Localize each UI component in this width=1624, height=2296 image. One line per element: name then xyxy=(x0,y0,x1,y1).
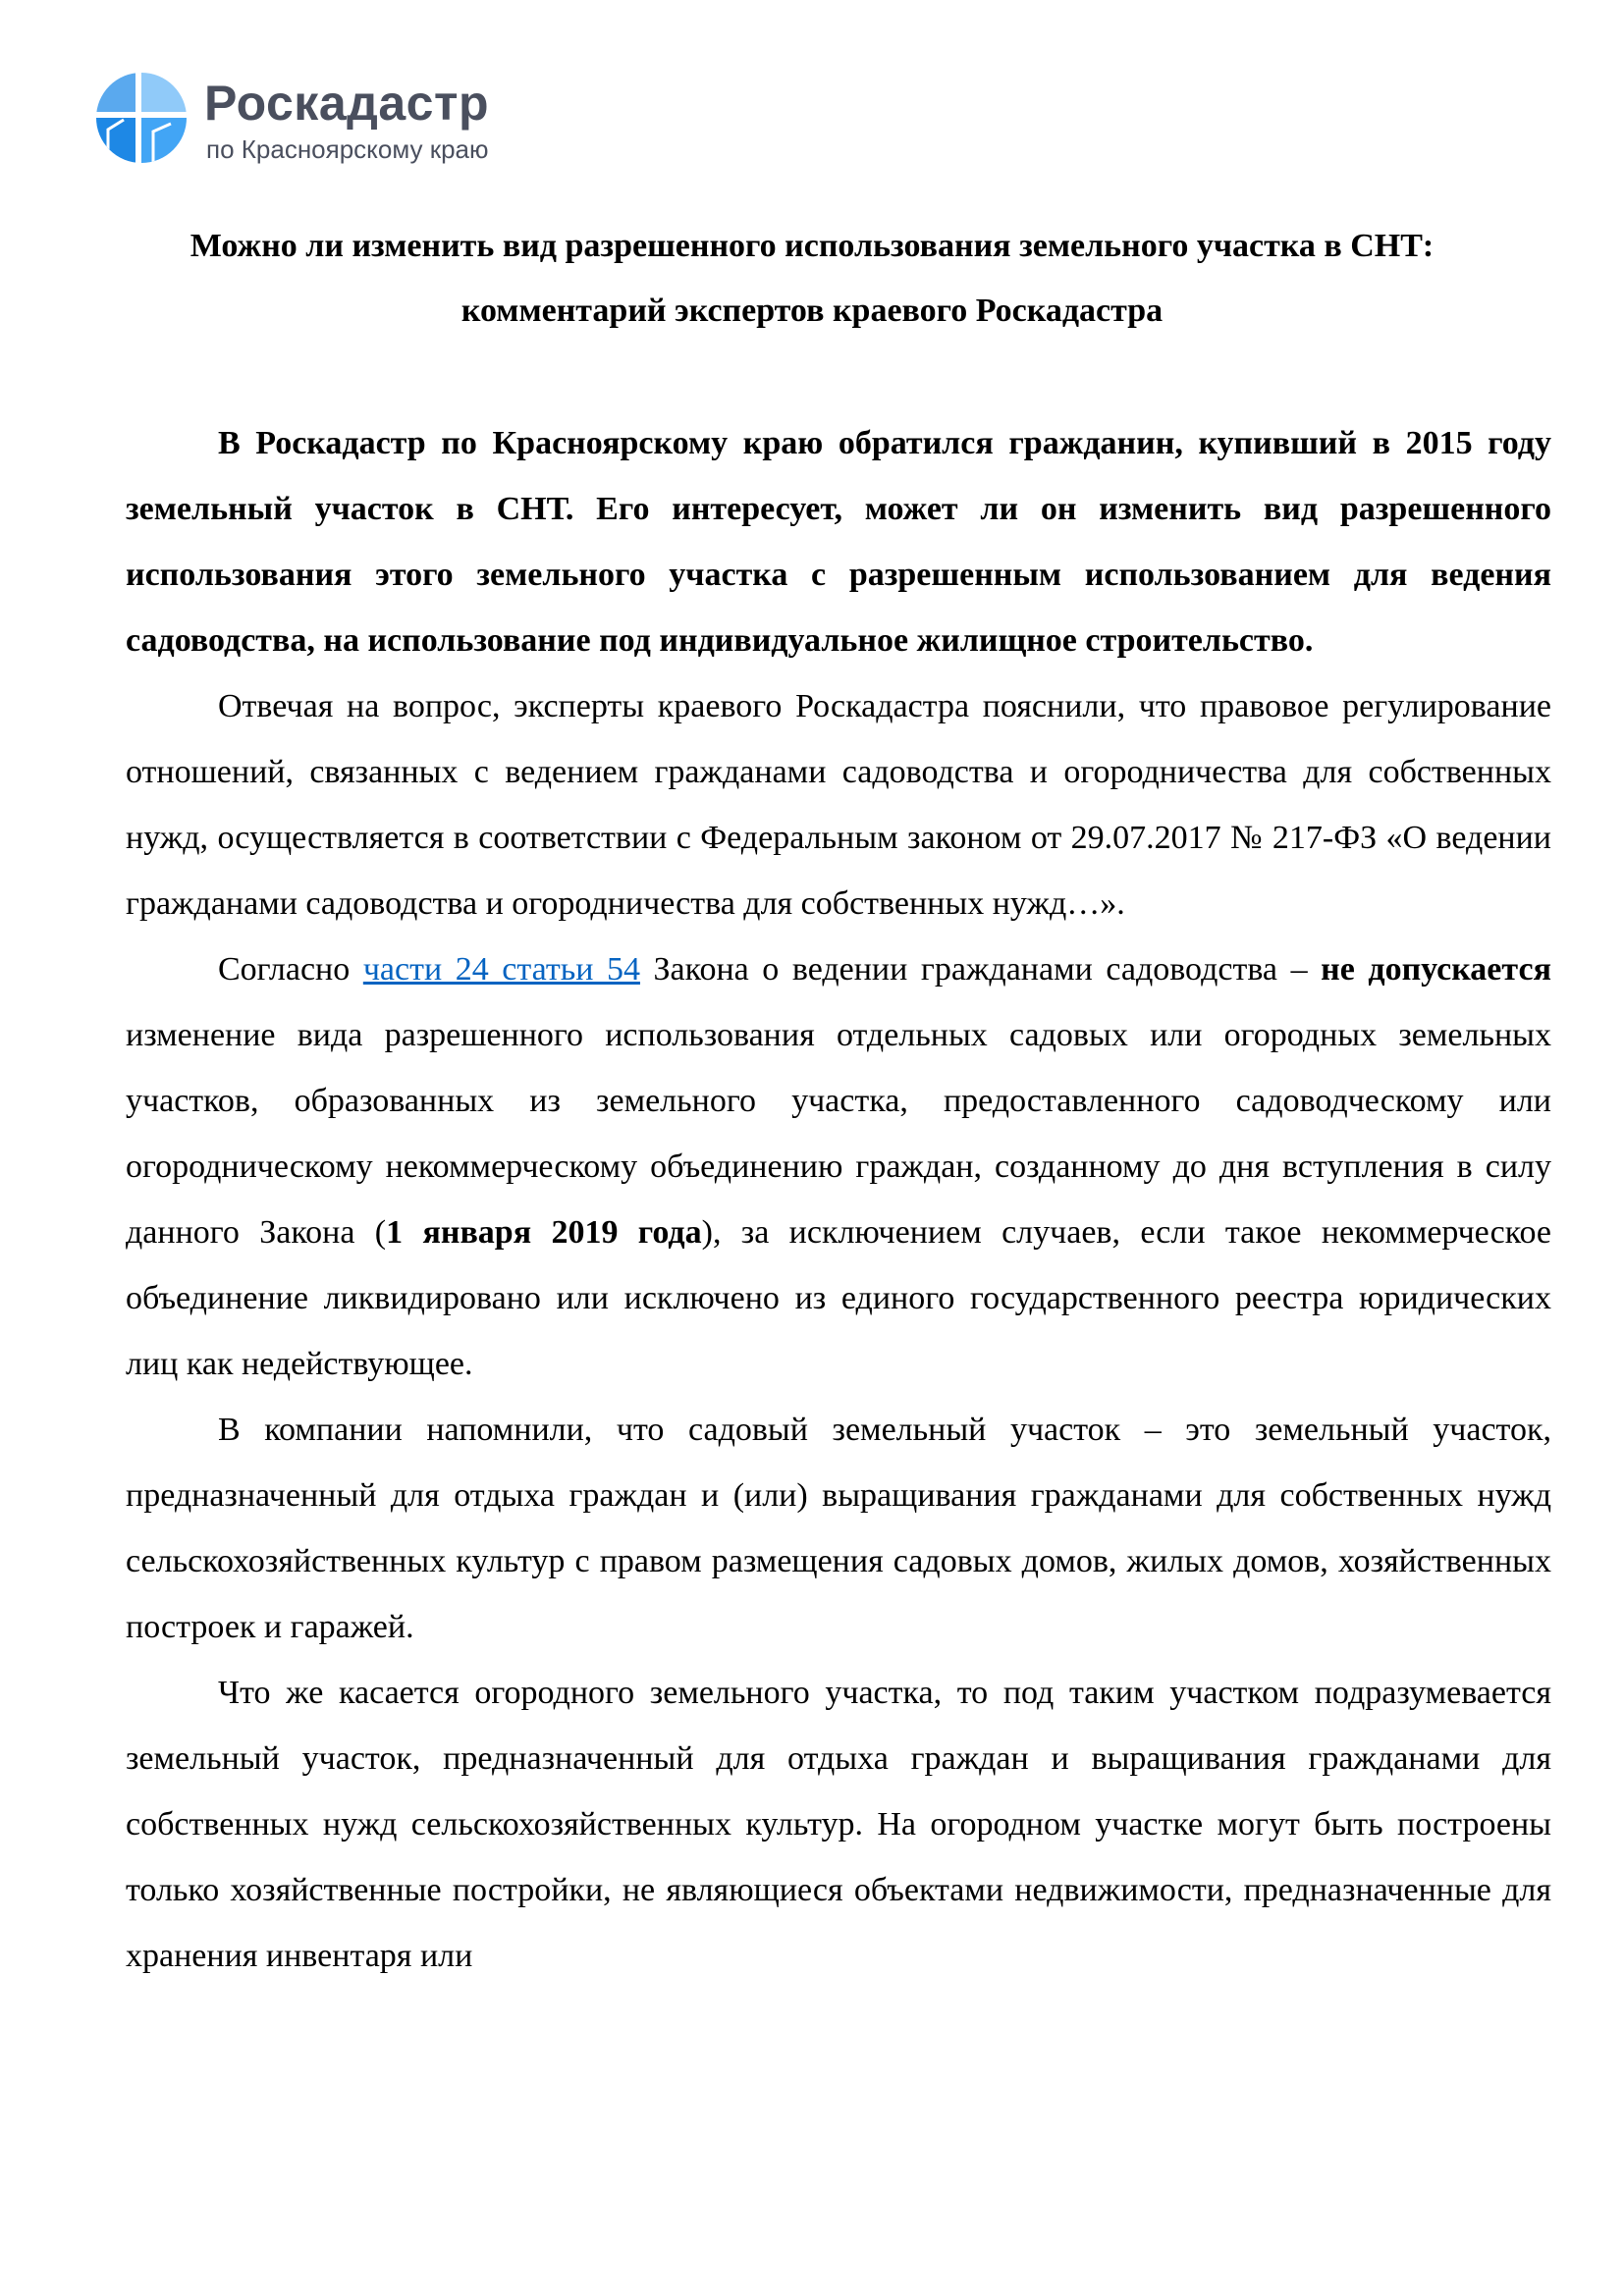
document-title xyxy=(118,214,1506,344)
paragraph-2-bold-1: не допускается xyxy=(1321,951,1551,988)
paragraph-2-text-3: изменение вида разрешенного использования отдельных садовых или огородных земельных участков, образованных из земельного участка, предоставленного садоводческому или огородническому некоммерческому объединению граждан, созданному до дня вступления в силу данного Закона ( xyxy=(126,1017,1551,1251)
paragraph-2-text-2: Закона о ведении гражданами садоводства – xyxy=(639,951,1322,988)
logo-name: Роскадастр xyxy=(204,76,490,131)
lead-paragraph: В Роскадастр по Красноярскому краю обратился гражданин, купивший в 2015 году земельный участок в СНТ. Его интересует, может ли он изменить вид разрешенного использования этого земельного участка с разрешенным использованием для ведения садоводства, на использование под индивидуальное жилищное строительство. xyxy=(126,425,1551,659)
paragraph-4: Что же касается огородного земельного участка, то под таким участком подразумевается земельный участок, предназначенный для отдыха граждан и выращивания гражданами для собственных нужд сельскохозяйственных культур. На огородном участке могут быть построены только хозяйственные постройки, не являющиеся объектами недвижимости, предназначенные для хранения инвентаря или xyxy=(126,1675,1551,1974)
paragraph-2-bold-date: 1 января 2019 года xyxy=(386,1214,702,1251)
logo-emblem-icon xyxy=(94,69,189,167)
logo-subtitle: по Красноярскому краю xyxy=(206,134,489,164)
law-article-link[interactable]: части 24 статьи 54 xyxy=(362,951,640,988)
document-body xyxy=(126,410,1551,1989)
paragraph-1: Отвечая на вопрос, эксперты краевого Роскадастра пояснили, что правовое регулирование отношений, связанных с ведением гражданами садоводства и огородничества для собственных нужд, осуществляется в соответствии с Федеральным законом от 29.07.2017 № 217-ФЗ «О ведении гражданами садоводства и огородничества для собственных нужд…». xyxy=(126,688,1551,922)
paragraph-2-text-1: Согласно xyxy=(218,951,363,988)
rosreestr-logo xyxy=(94,69,526,177)
title-line-1: Можно ли изменить вид разрешенного использования земельного участка в СНТ: xyxy=(189,228,1435,264)
paragraph-2-text-4: ), за исключением случаев, если такое некоммерческое объединение ликвидировано или исключено из единого государственного реестра юридических лиц как недействующее. xyxy=(126,1214,1551,1382)
title-line-2: комментарий экспертов краевого Роскадастра xyxy=(460,293,1164,329)
paragraph-2 xyxy=(126,936,1551,1397)
paragraph-3: В компании напомнили, что садовый земельный участок – это земельный участок, предназначенный для отдыха граждан и (или) выращивания гражданами для собственных нужд сельскохозяйственных культур с правом размещения садовых домов, жилых домов, хозяйственных построек и гаражей. xyxy=(126,1412,1551,1645)
